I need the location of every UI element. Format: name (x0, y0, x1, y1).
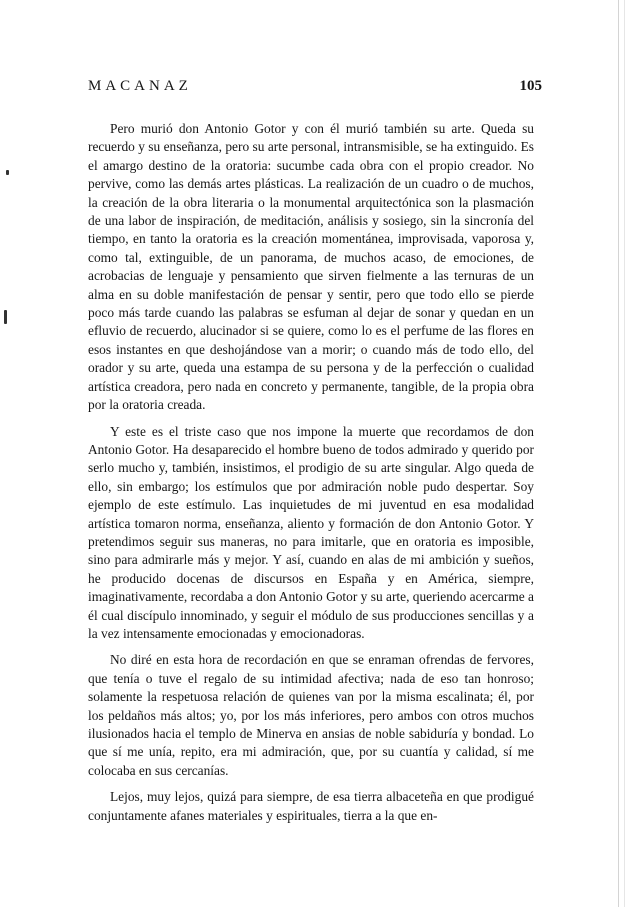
page-header (88, 78, 542, 98)
paragraph: No diré en esta hora de recordación en que se enraman ofrendas de fervores, que tenía o tuve el regalo de su intimidad afectiva; nada de eso tan honroso; solamente la respetuosa relación de quienes van por la misma escalinata; él, por los peldaños más altos; yo, por los más inferiores, pero ambos con otros muchos ilusionados hacia el templo de Minerva en ansias de noble sabiduría y bondad. Lo que sí me unía, repito, era mi admiración, que, por su cuantía y calidad, sí me colocaba en sus cercanías. (88, 652, 534, 778)
page-number: 105 (519, 78, 542, 94)
body-text (88, 120, 534, 833)
page-edge-shadow (618, 0, 619, 907)
page-edge-shadow (624, 0, 625, 907)
paragraph: Pero murió don Antonio Gotor y con él murió también su arte. Queda su recuerdo y su enseñanza, pero su arte personal, intransmisible, se ha extinguido. Es el amargo destino de la oratoria: sucumbe cada obra con el propio creador. No pervive, como las demás artes plásticas. La realización de un cuadro o de muchos, la creación de la obra literaria o la monumental arquitectónica son la plasmación de una labor de inspiración, de meditación, análisis y sosiego, sin la sincronía del tiempo, en tanto la oratoria es la creación momentánea, improvisada, vaporosa y, como tal, extinguible, de un panorama, de muchos acaso, de emociones, de acrobacias de lenguaje y pensamiento que sirven fielmente a las ternuras de un alma en su doble manifestación de pensar y sentir, pero que todo ello se pierde poco más tarde cuando las palabras se esfuman al dejar de sonar y quedan en un efluvio de recuerdo, alucinador si se quiere, como lo es el perfume de las flores en esos instantes en que deshojándose van a morir; o cuando más de todo ello, del orador y su arte, queda una estampa de su persona y de la perfección o cualidad artística creadora, pero nada en concreto y permanente, tangible, de la propia obra por la oratoria creada. (88, 121, 534, 413)
running-head: MACANAZ (88, 78, 192, 94)
scan-speck (6, 170, 9, 175)
scan-speck (4, 310, 7, 324)
paragraph: Lejos, muy lejos, quizá para siempre, de esa tierra albaceteña en que prodigué conjuntamente afanes materiales y espirituales, tierra a la que en- (88, 789, 534, 823)
paragraph: Y este es el triste caso que nos impone la muerte que recordamos de don Antonio Gotor. Ha desaparecido el hombre bueno de todos admirado y querido por serlo mucho y, también, insistimos, el prodigio de su arte singular. Algo queda de ello, sin embargo; los estímulos que por admiración noble pudo despertar. Soy ejemplo de este estímulo. Las inquietudes de mi juventud en esa modalidad artística tomaron norma, enseñanza, aliento y formación de don Antonio Gotor. Y pretendimos seguir sus maneras, no para imitarle, que en oratoria es imposible, sino para admirarle más y mejor. Y así, cuando en alas de mi ambición y sueños, he producido docenas de discursos en España y en América, siempre, imaginativamente, recordaba a don Antonio Gotor y su arte, queriendo acercarme a él cual discípulo innominado, y seguir el módulo de sus producciones sencillas y a la vez intensamente emocionadas y emocionadoras. (88, 423, 534, 641)
